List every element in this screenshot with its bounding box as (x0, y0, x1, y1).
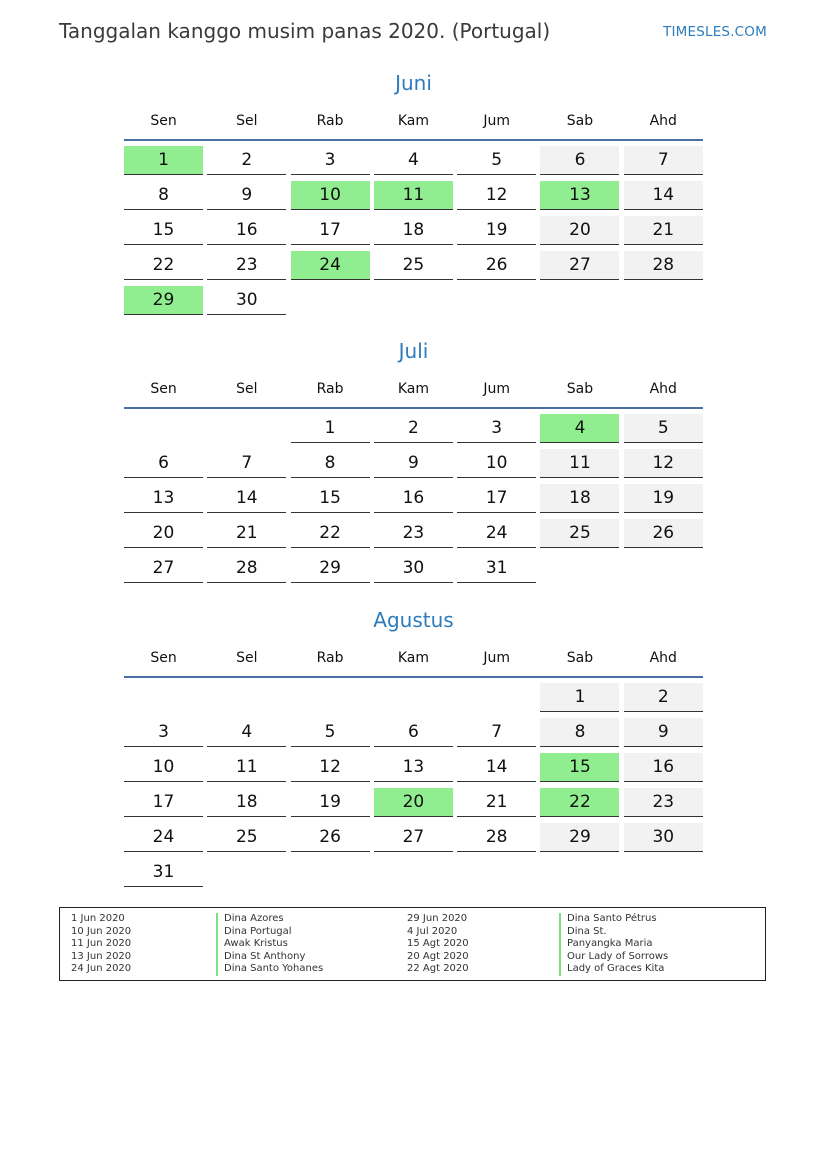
holiday-day-cell: 29 (124, 286, 203, 315)
weekday-label: Sab (566, 650, 594, 666)
day-cell: 24 (457, 519, 536, 548)
day-grid (124, 683, 703, 887)
legend-holiday-name: Dina St. (559, 926, 668, 939)
holiday-day-cell: 15 (540, 753, 619, 782)
day-cell: 17 (124, 788, 203, 817)
legend-dates-right (407, 913, 469, 976)
day-grid (124, 414, 703, 583)
day-cell: 5 (624, 414, 703, 443)
day-cell: 29 (540, 823, 619, 852)
legend-date: 22 Agt 2020 (407, 963, 469, 975)
day-cell: 27 (374, 823, 453, 852)
day-cell: 2 (207, 146, 286, 175)
day-cell: 9 (374, 449, 453, 478)
day-cell: 19 (457, 216, 536, 245)
day-cell: 26 (457, 251, 536, 280)
day-cell: 7 (624, 146, 703, 175)
day-cell: 31 (457, 554, 536, 583)
day-cell: 12 (624, 449, 703, 478)
legend-holiday-name: Dina Azores (216, 913, 323, 926)
weekday-label: Ahd (649, 381, 677, 397)
weekday-header (124, 111, 703, 131)
day-cell: 5 (457, 146, 536, 175)
day-cell: 17 (457, 484, 536, 513)
weekday-label: Sel (236, 113, 258, 129)
legend-date: 29 Jun 2020 (407, 913, 468, 924)
empty-cell (207, 683, 286, 711)
day-cell: 28 (207, 554, 286, 583)
legend-names-left (216, 913, 323, 976)
day-cell: 7 (207, 449, 286, 478)
day-cell: 29 (291, 554, 370, 583)
day-cell: 15 (291, 484, 370, 513)
legend-holiday-name: Our Lady of Sorrows (559, 951, 668, 964)
day-cell: 6 (124, 449, 203, 478)
day-cell: 10 (124, 753, 203, 782)
day-cell: 21 (457, 788, 536, 817)
holiday-day-cell: 20 (374, 788, 453, 817)
weekday-label: Kam (397, 113, 429, 129)
weekday-label: Kam (397, 650, 429, 666)
weekday-label: Ahd (649, 650, 677, 666)
page-title: Tanggalan kanggo musim panas 2020. (Portugal) (59, 19, 551, 43)
day-cell: 21 (624, 216, 703, 245)
weekday-label: Sen (150, 113, 177, 129)
day-cell: 30 (207, 286, 286, 315)
day-cell: 8 (540, 718, 619, 747)
day-cell: 14 (207, 484, 286, 513)
day-cell: 25 (207, 823, 286, 852)
day-cell: 2 (624, 683, 703, 712)
day-cell: 28 (624, 251, 703, 280)
day-cell: 4 (207, 718, 286, 747)
weekday-label: Sel (236, 381, 258, 397)
weekday-label: Rab (316, 113, 344, 129)
day-cell: 5 (291, 718, 370, 747)
day-cell: 27 (124, 554, 203, 583)
header-divider (124, 676, 703, 678)
day-cell: 3 (457, 414, 536, 443)
day-cell: 14 (457, 753, 536, 782)
weekday-label: Jum (483, 650, 510, 666)
day-cell: 10 (457, 449, 536, 478)
day-cell: 21 (207, 519, 286, 548)
day-cell: 20 (540, 216, 619, 245)
weekday-label: Kam (397, 381, 429, 397)
legend-names-right (559, 913, 668, 976)
day-cell: 23 (624, 788, 703, 817)
legend-holiday-name: Dina Santo Yohanes (216, 963, 323, 976)
holiday-day-cell: 10 (291, 181, 370, 210)
day-cell: 9 (207, 181, 286, 210)
legend-date: 11 Jun 2020 (71, 938, 132, 950)
day-cell: 25 (374, 251, 453, 280)
day-cell: 16 (374, 484, 453, 513)
day-cell: 28 (457, 823, 536, 852)
holiday-legend (59, 907, 766, 981)
weekday-header (124, 648, 703, 668)
weekday-header (124, 379, 703, 399)
legend-date: 24 Jun 2020 (71, 963, 132, 975)
day-cell: 1 (540, 683, 619, 712)
weekday-label: Jum (483, 113, 510, 129)
day-cell: 31 (124, 858, 203, 887)
legend-dates-left (71, 913, 131, 976)
day-cell: 2 (374, 414, 453, 443)
weekday-label: Sel (236, 650, 258, 666)
day-cell: 9 (624, 718, 703, 747)
weekday-label: Sen (150, 381, 177, 397)
legend-holiday-name: Dina Portugal (216, 926, 323, 939)
day-cell: 3 (291, 146, 370, 175)
day-cell: 24 (124, 823, 203, 852)
day-grid (124, 146, 703, 315)
day-cell: 12 (291, 753, 370, 782)
day-cell: 6 (540, 146, 619, 175)
day-cell: 26 (624, 519, 703, 548)
day-cell: 18 (374, 216, 453, 245)
brand-link[interactable]: TIMESLES.COM (663, 24, 767, 40)
legend-date: 20 Agt 2020 (407, 950, 469, 962)
empty-cell (207, 414, 286, 442)
day-cell: 15 (124, 216, 203, 245)
weekday-label: Rab (316, 650, 344, 666)
day-cell: 13 (374, 753, 453, 782)
day-cell: 11 (540, 449, 619, 478)
day-cell: 7 (457, 718, 536, 747)
day-cell: 23 (374, 519, 453, 548)
legend-date: 4 Jul 2020 (407, 925, 458, 937)
weekday-label: Ahd (649, 113, 677, 129)
empty-cell (374, 683, 453, 711)
day-cell: 23 (207, 251, 286, 280)
day-cell: 13 (124, 484, 203, 513)
day-cell: 8 (291, 449, 370, 478)
empty-cell (457, 683, 536, 711)
day-cell: 17 (291, 216, 370, 245)
day-cell: 30 (624, 823, 703, 852)
legend-date: 13 Jun 2020 (71, 950, 132, 962)
holiday-day-cell: 1 (124, 146, 203, 175)
legend-holiday-name: Dina Santo Pétrus (559, 913, 668, 926)
day-cell: 18 (540, 484, 619, 513)
header-divider (124, 139, 703, 141)
day-cell: 6 (374, 718, 453, 747)
empty-cell (124, 683, 203, 711)
holiday-day-cell: 22 (540, 788, 619, 817)
holiday-day-cell: 11 (374, 181, 453, 210)
day-cell: 8 (124, 181, 203, 210)
day-cell: 27 (540, 251, 619, 280)
day-cell: 19 (624, 484, 703, 513)
day-cell: 1 (291, 414, 370, 443)
day-cell: 12 (457, 181, 536, 210)
month-calendar-juni (124, 69, 703, 315)
legend-date: 1 Jun 2020 (71, 913, 125, 924)
day-cell: 16 (624, 753, 703, 782)
empty-cell (291, 683, 370, 711)
day-cell: 16 (207, 216, 286, 245)
day-cell: 18 (207, 788, 286, 817)
day-cell: 30 (374, 554, 453, 583)
weekday-label: Sab (566, 381, 594, 397)
day-cell: 19 (291, 788, 370, 817)
legend-date: 10 Jun 2020 (71, 925, 132, 937)
legend-holiday-name: Panyangka Maria (559, 938, 668, 951)
holiday-day-cell: 4 (540, 414, 619, 443)
weekday-label: Jum (483, 381, 510, 397)
day-cell: 3 (124, 718, 203, 747)
legend-holiday-name: Awak Kristus (216, 938, 323, 951)
holiday-day-cell: 24 (291, 251, 370, 280)
empty-cell (124, 414, 203, 442)
header-divider (124, 407, 703, 409)
weekday-label: Sab (566, 113, 594, 129)
day-cell: 11 (207, 753, 286, 782)
month-calendar-juli (124, 337, 703, 583)
legend-holiday-name: Dina St Anthony (216, 951, 323, 964)
weekday-label: Rab (316, 381, 344, 397)
day-cell: 25 (540, 519, 619, 548)
day-cell: 22 (124, 251, 203, 280)
weekday-label: Sen (150, 650, 177, 666)
month-title: Juli (398, 339, 429, 363)
month-title: Juni (395, 71, 432, 95)
day-cell: 22 (291, 519, 370, 548)
holiday-day-cell: 13 (540, 181, 619, 210)
legend-holiday-name: Lady of Graces Kita (559, 963, 668, 976)
day-cell: 14 (624, 181, 703, 210)
month-calendar-agustus (124, 606, 703, 887)
month-title: Agustus (373, 608, 454, 632)
day-cell: 4 (374, 146, 453, 175)
day-cell: 26 (291, 823, 370, 852)
legend-date: 15 Agt 2020 (407, 938, 469, 950)
day-cell: 20 (124, 519, 203, 548)
